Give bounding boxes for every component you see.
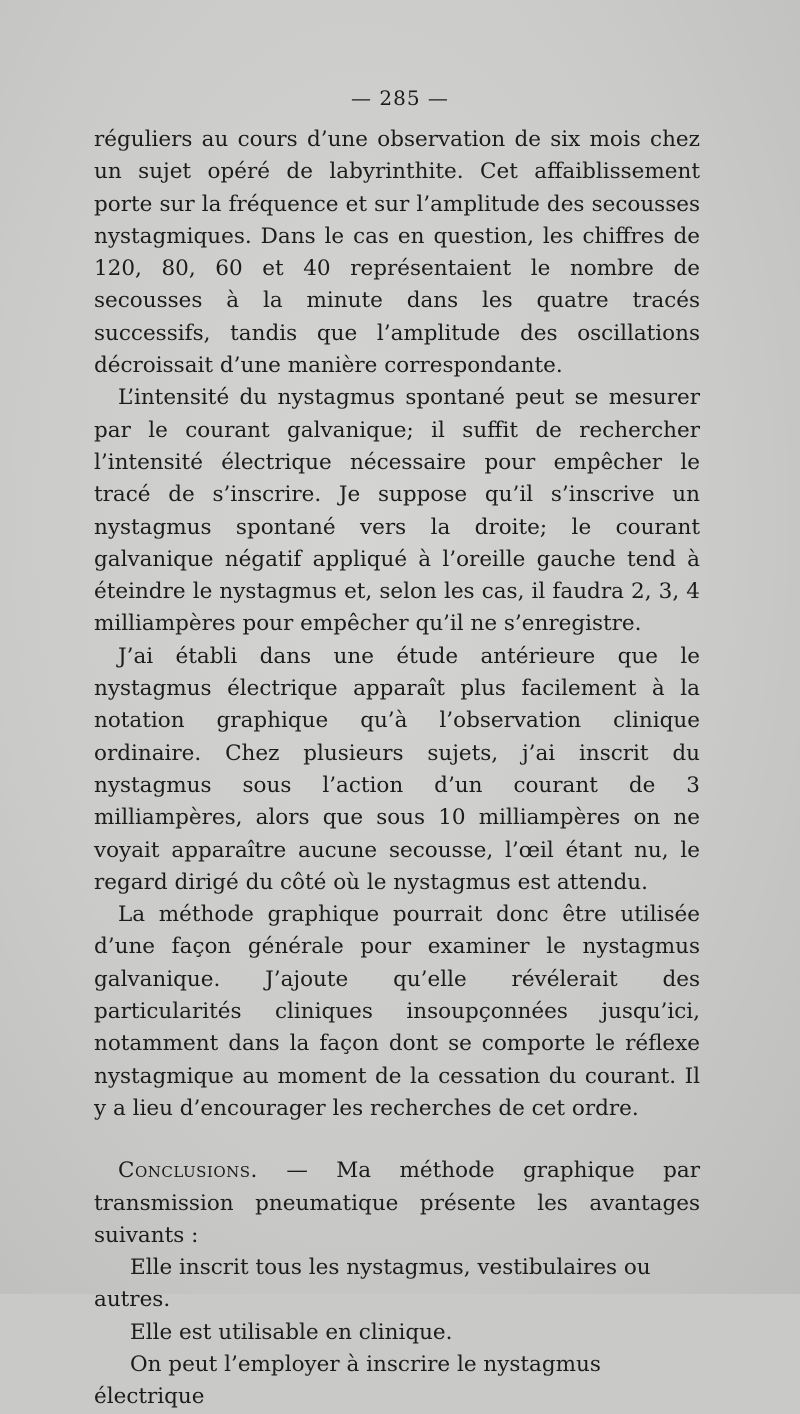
conclusions-text: Ma méthode graphique par transmission pneumatique présente les avantages suivants :	[94, 1158, 700, 1248]
conclusion-item: Elle est utilisable en clinique.	[130, 1319, 453, 1345]
page-number: — 285 —	[351, 86, 449, 110]
paragraph-continuation: réguliers au cours d’une observation de six mois chez un sujet opéré de labyrinthite. Cet affaiblissement porte sur la fréquence et sur l’amplitude des secousses nystagmiques. Dans le cas en question, les chiffres de 120, 80, 60 et 40 représentaient le nombre de secousses à la minute dans les quatre tracés successifs, tandis que l’amplitude des oscillations décroissait d’une manière correspondante.	[94, 127, 700, 379]
conclusions-intro	[94, 1155, 700, 1252]
body-text	[94, 124, 700, 1414]
conclusion-item: Elle inscrit tous les nystagmus, vestibulaires ou autres.	[94, 1255, 651, 1313]
paragraph-galvanic-intensity: L’intensité du nystagmus spontané peut se mesurer par le courant galvanique; il suffit de rechercher l’intensité électrique nécessaire pour empêcher le tracé de s’inscrire. Je suppose qu’il s’inscrive un nystagmus spontané vers la droite; le courant galvanique négatif appliqué à l’oreille gauche tend à éteindre le nystagmus et, selon les cas, il faudra 2, 3, 4 milliampères pour empêcher qu’il ne s’enregistre.	[94, 385, 700, 637]
conclusions-section	[94, 1155, 700, 1413]
conclusions-heading: Conclusions.	[118, 1158, 258, 1184]
conclusion-item: On peut l’employer à inscrire le nystagmus électrique	[94, 1351, 601, 1410]
paragraph-graphic-method: La méthode graphique pourrait donc être utilisée d’une façon générale pour examiner le nystagmus galvanique. J’ajoute qu’elle révélerait des particularités cliniques insoupçonnées jusqu’ici, notamment dans la façon dont se comporte le réflexe nystagmique au moment de la cessation du courant. Il y a lieu d’encourager les recherches de cet ordre.	[94, 902, 700, 1121]
paragraph-electric-nystagmus: J’ai établi dans une étude antérieure que le nystagmus électrique apparaît plus facilement à la notation graphique qu’à l’observation clinique ordinaire. Chez plusieurs sujets, j’ai inscrit du nystagmus sous l’action d’un courant de 3 milliampères, alors que sous 10 milliampères on ne voyait apparaître aucune secousse, l’œil étant nu, le regard dirigé du côté où le nystagmus est attendu.	[94, 643, 700, 895]
conclusions-dash: —	[257, 1158, 337, 1184]
